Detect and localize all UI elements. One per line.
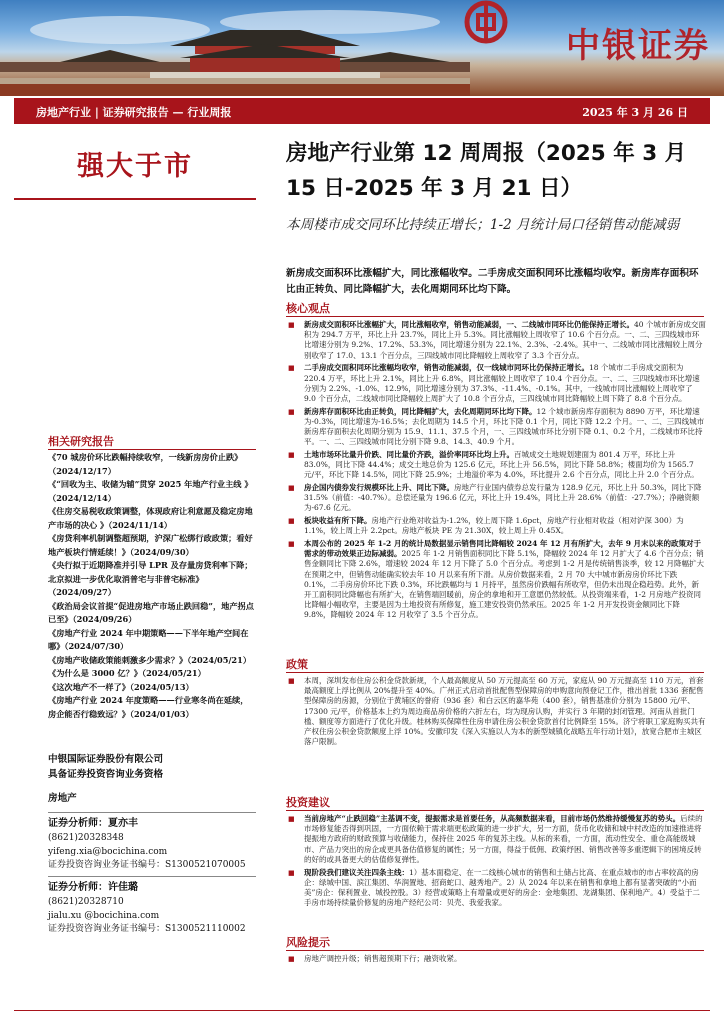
analyst-cert: 证券投资咨询业务证书编号：S1300521110002 [48,923,246,934]
bullet-point [286,539,706,621]
related-item[interactable]: 《央行拟于近期降准并引导 LPR 及存量房贷利率下降；北京拟进一步优化取消普宅与非普宅标准》（2024/09/27） [48,560,253,597]
related-research-title: 相关研究报告 [48,435,114,448]
bullet-lead: 新房库存面积环比由正转负，同比降幅扩大，去化周期同环比均下降。 [304,406,537,416]
bullet-lead: 当前房地产“止跌回稳”主基调不变，提振需求是首要任务，从高频数据来看，目前市场仍然维持缓慢复苏的势头。 [304,814,681,823]
bullet-text: 房地产行业国内债券总发行量为 128.9 亿元，环比上升 50.3%，同比下降 31.5%（前值：-40.7%）。总偿还量为 196.6 亿元，环比上升 19.4%，同比上升 28.6%（前值：-27.7%）；净融资额为-67.6 亿元。 [304,483,702,513]
rating-divider [14,198,256,200]
policy-title: 政策 [286,658,308,671]
analyst-divider [48,876,256,877]
bullet-text: 12 个城市新房库存面积为 8890 万平，环比增速为-0.3%，同比增速为-16.5%；去化周期为 14.5 个月，环比下降 0.1 个月，同比下降 12.2 个月。一、二、三四线城市新房库存面积去化周期分别为 15.9、11.1、37.5 个月，一、三四线城市环比分别下降 0.1、0.2 个月，二线城市环比持平。一、二、三四线城市同比分别下降 9.8、14.3、40.9 个月。 [304,406,705,447]
bullet-point [286,954,706,964]
related-item[interactable]: 《70 城房价环比跌幅持续收窄，一线新房房价止跌》（2024/12/17） [48,452,243,476]
bullet-point [286,320,706,361]
bullet-point [286,814,706,865]
core-views-divider [286,316,704,317]
analyst-email[interactable]: yifeng.xia@bocichina.com [48,846,168,857]
risk-divider [286,950,704,951]
related-item[interactable]: 《政治局会议首提“促进房地产市场止跌回稳”，地产拐点已至》（2024/09/26） [48,600,254,624]
bullet-text: 40 个城市新房成交面积为 294.7 万平，环比上升 23.7%，同比上升 5.3%。同比涨幅较上周收窄了 10.6 个百分点。一、二、三四线城市环比增速分别为 9.2%、17.2%、53.3%，同比增速分别为 22.1%、2.3%、-2.4%。其中一、二线城市同比涨幅较上周分别收窄了 17.0、13.1 个百分点，三四线城市同比降幅较上周收窄了 3.3 个百分点。 [304,320,706,360]
bullet-text: 房地产行业绝对收益为-1.2%，较上周下降 1.6pct，房地产行业相对收益（相对沪深 300）为 1.1%，较上周上升 2.2pct。房地产板块 PE 为 21.30X，较上周上升 0.45X。 [304,516,684,536]
bullet-lead: 板块收益有所下降。 [304,516,372,526]
related-item[interactable]: 《这次地产不一样了》（2024/05/13） [48,681,194,692]
brand-name: 中银证券 [566,26,710,66]
related-research-list [48,451,256,721]
report-summary: 新房成交面积环比涨幅扩大，同比涨幅收窄。二手房成交面积同环比涨幅均收窄。新房库存面积环比由正转负、同比降幅扩大，去化周期同环比均下降。 [286,268,699,295]
bullet-point [286,363,706,404]
bullet-lead: 新房成交面积环比涨幅扩大，同比涨幅收窄，销售动能减弱，一、二线城市同环比仍能保持正增长。 [304,320,634,329]
bullet-text: 本周，深圳发布住房公积金贷款新规，个人最高额度从 50 万元提高至 60 万元，家庭从 90 万元提高至 110 万元，首套最高额度上浮比例从 20%提升至 40%。广州正式启动首批配售型保障房的申购意向预登记工作，推出首批 1336 套配售型保障房的房源，分别位于黄埔区的誉府（936 套）和白云区的嘉华苑（400 套），销售基准价分别为 15800 元/平、17300 元/平，价格基本上约为周边商品房价格的六折左右，均为现房认购，并实行 3 年期的封闭管理。河南从首批门槛、额度等方面进行了优化升级。桂林购买保障性住房申请住房公积金贷款首付比例降至 15%。济宁将职工家庭购买共有产权住房公积金贷款额度上浮 10%。安徽印发《深入实施以人为本的新型城镇化战略五年行动计划》，放宽合肥市主城区落户限制。 [304,676,706,747]
analyst-divider [48,812,256,813]
brand-logo [464,0,724,96]
bullet-lead: 土地市场环比量升价跌、同比量价齐跌，溢价率同环比均上升。 [304,449,514,459]
firm-qualification: 具备证券投资咨询业务资格 [48,769,164,780]
firm-info [48,752,256,782]
risk-title: 风险提示 [286,936,330,949]
bullet-point [286,868,706,909]
report-header-bar [14,98,710,124]
analyst-phone: (8621)20328348 [48,833,124,844]
footer-divider [14,1010,710,1011]
bank-logo-icon [464,0,508,44]
related-item[interactable]: 《房地产行业 2024 年度策略——行业寒冬尚在延续，房企能否行稳致远？》（2024/01/03） [48,695,249,719]
header-banner [0,0,724,96]
investment-advice-title: 投资建议 [286,796,330,809]
firm-name: 中银国际证券股份有限公司 [48,754,164,765]
bullet-lead: 现阶段我们建议关注四条主线： [304,867,409,877]
bullet-lead: 二手房成交面积同环比涨幅均收窄，销售动能减弱，仅一线城市同环比仍保持正增长。 [304,363,589,373]
report-title: 房地产行业第 12 周周报（2025 年 3 月 15 日-2025 年 3 月 21 日） [286,141,687,201]
related-divider [48,449,256,450]
related-item[interactable]: 《房贷利率机制调整超预期，沪深广松绑行政政策；看好地产板块行情延续！》（2024/09/30） [48,533,253,557]
bullet-lead: 本周公布的 2025 年 1-2 月的统计局数据显示销售同比降幅较 2024 年 12 月有所扩大，去年 9 月末以来的政策对于需求的带动效果正边际减弱。 [304,539,702,559]
analyst-name: 证券分析师：许佳璐 [48,882,138,893]
rating-label: 强大于市 [77,151,193,182]
bullet-point [286,450,706,481]
analyst-email[interactable]: jialu.xu @bocichina.com [48,910,160,921]
bullet-text: 百城成交土地规划建面为 801.4 万平，环比上升 83.0%，同比下降 44.4%；成交土地总价为 125.6 亿元，环比上升 56.5%，同比下降 58.8%；楼面均价为 1565.7 元/平，环比下降 14.5%，同比下降 25.9%；土地溢价率为 4.0%，环比提升 2.6 个百分点，同比上升 2.0 个百分点。 [304,449,699,480]
analyst-name: 证券分析师：夏亦丰 [48,818,138,829]
bullet-text: 房地产调控升级；销售超预期下行；融资收紧。 [304,954,462,963]
related-item[interactable]: 《房地产行业 2024 年中期策略——下半年地产空间在哪》（2024/07/30） [48,627,249,651]
core-views-title: 核心观点 [286,302,330,315]
bullet-lead: 房企国内债券发行规模环比上升、同比下降。 [304,483,454,493]
bullet-point [286,676,706,747]
analyst-card [48,817,256,872]
investment-advice-list [286,814,706,911]
analyst-card [48,881,256,936]
bullet-text: 18 个城市二手房成交面积为 220.4 万平，环比上升 2.1%，同比上升 6.8%，同比涨幅较上周收窄了 10.4 个百分点。一、二、三四线城市环比增速分别为 2.2%、-1.0%、12.9%，同比增速分别为 37.3%、-11.4%、-0.1%。其中，一线城市同比涨幅较上周收窄了 9.0 个百分点，二线城市同比降幅较上周扩大了 10.8 个百分点，三四线城市同比降幅较上周下降了 8.8 个百分点。 [304,363,700,403]
bullet-point [286,516,706,536]
rating-box [14,130,256,192]
sector-label: 房地产 [48,793,77,804]
bullet-text: 2025 年 1-2 月销售面积同比下降 5.1%，降幅较 2024 年 12 月扩大了 4.6 个百分点；销售金额同比下降 2.6%，增速较 2024 年 12 月下降了 5.0 个百分点。考虑到 1-2 月是传统销售淡季，较 12 月降幅扩大在预期之中，但销售动能确实较去年 10 月以来有所下滑。从房价数据来看，2 月 70 大中城市新房房价环比下跌 0.1%，二手房房价环比下跌 0.3%，环比跌幅均与 1 月持平，虽然房价跌幅有所收窄，但仍未出现企稳趋势。此外，新开工面积同比降幅也有所扩大，在销售端回暖前，房企的拿地和开工意愿仍然较低。从投资端来看，1-2 月房地产投资同比降幅小幅收窄，主要是因为土地投资有所修复，施工建安投资仍然承压。2025 年 1-2 月开发投资金额同比下降 9.8%，降幅较 2024 年 12 月收窄了 3.5 个百分点。 [304,549,704,620]
policy-divider [286,672,704,673]
report-category: 房地产行业 | 证券研究报告 — 行业周报 [36,106,232,119]
related-item[interactable]: 《房地产收储政策能刺激多少需求？》（2024/05/21） [48,654,252,665]
related-item[interactable]: 《住房交易税收政策调整，体现政府让利意愿及稳定房地产市场的决心 》（2024/11/14） [48,506,253,530]
related-item[interactable]: 《为什么是 3000 亿？》（2024/05/21） [48,668,206,678]
analyst-cert: 证券投资咨询业务证书编号：S1300521070005 [48,859,246,870]
bullet-point [286,407,706,448]
analyst-phone: (8621)20328710 [48,897,124,908]
related-item[interactable]: 《“回收为主、收储为辅”贯穿 2025 年地产行业主线 》（2024/12/14） [48,479,253,503]
bullet-point [286,483,706,514]
report-subtitle: 本周楼市成交同环比持续正增长；1-2 月统计局口径销售动能减弱 [286,217,680,233]
policy-list [286,676,706,750]
core-views-list [286,320,706,623]
report-date: 2025 年 3 月 26 日 [582,106,688,119]
bullet-text: 1）基本面稳定、在一二线核心城市的销售和土储占比高、在重点城市的市占率较高的房企：绿城中国、滨江集团、华润置地、招商蛇口、越秀地产。2）从 2024 年以来在销售和拿地上都有显著突破的“小而美”房企：保利置业、城投控股。3）经营或策略上有增量或更好的房企：金地集团、龙湖集团、保利地产。4）受益于二手房市场持续量价修复的房地产经纪公司：贝壳、我爱我家。 [304,867,700,908]
risk-list [286,954,706,967]
investment-advice-divider [286,810,704,811]
bullet-text: 后续的市场修复能否得到巩固，一方面依赖于需求端更松政策的进一步扩大，另一方面，货币化收储和城中村改造的加速推进将提振地方政府的财政预算与收储能力，保持住 2025 年的复苏主线。从标的来看，一方面，流动性安全、重仓高能级城市、产品力突出的房企或更具备估值修复的属性；另一方面，得益于低佣、政策纾困、销售改善等多重逻辑下的困境反转的好的或具备更大的估值修复弹性。 [304,814,703,864]
